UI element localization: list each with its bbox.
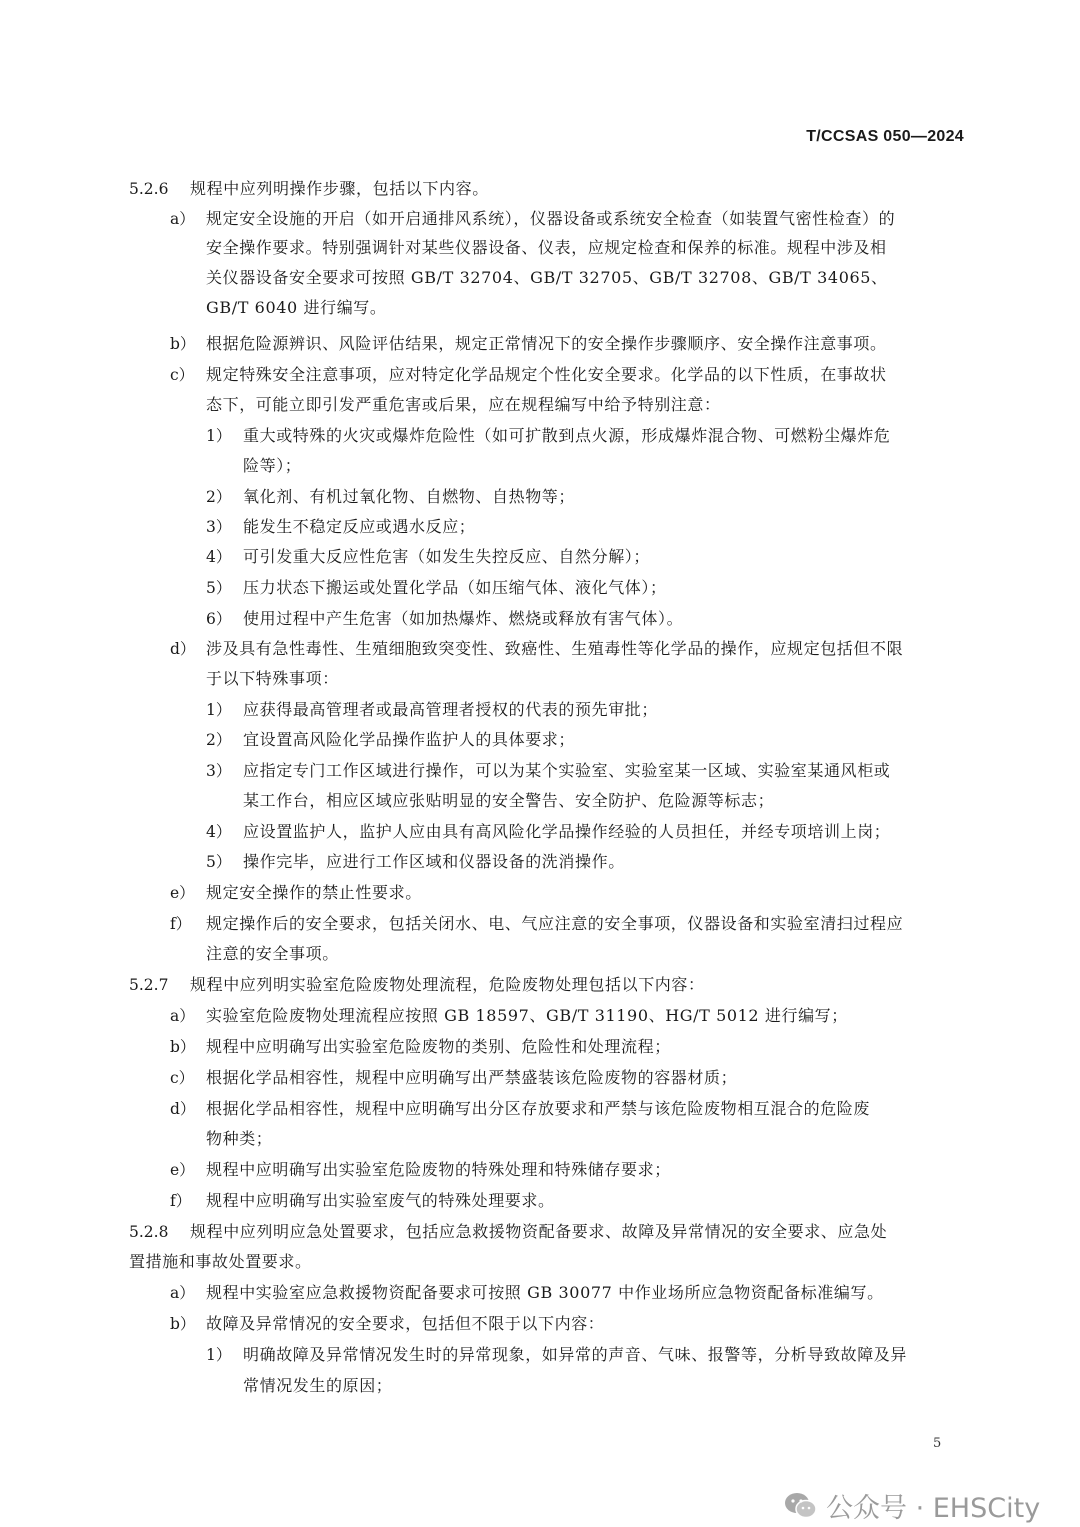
text-line: 规程中实验室应急救援物资配备要求可按照 GB 30077 中作业场所应急物资配备标准编写。 <box>206 1283 884 1302</box>
text-line: 能发生不稳定反应或遇水反应； <box>243 517 476 536</box>
text-line: 规程中应明确写出实验室废气的特殊处理要求。 <box>206 1191 555 1210</box>
item-number: 2） <box>206 731 232 749</box>
text-line: 涉及具有急性毒性、生殖细胞致突变性、致癌性、生殖毒性等化学品的操作，应规定包括但不限 <box>206 639 904 658</box>
item-number: e） <box>170 884 195 902</box>
text-line: 根据危险源辨识、风险评估结果，规定正常情况下的安全操作步骤顺序、安全操作注意事项。 <box>206 334 887 353</box>
text-line: 规程中应列明操作步骤，包括以下内容。 <box>190 179 489 198</box>
item-number: a） <box>170 210 195 228</box>
text-line: GB/T 6040 进行编写。 <box>206 298 387 317</box>
item-number: c） <box>170 1069 195 1087</box>
item-number: 5.2.6 <box>129 180 169 198</box>
text-line: 规定安全设施的开启（如开启通排风系统），仪器设备或系统安全检查（如装置气密性检查）的 <box>206 209 896 228</box>
item-number: 1） <box>206 701 232 719</box>
item-number: b） <box>170 1038 196 1056</box>
text-line: 实验室危险废物处理流程应按照 GB 18597、GB/T 31190、HG/T 5012 进行编写； <box>206 1006 848 1025</box>
text-line: 规程中应明确写出实验室危险废物的特殊处理和特殊储存要求； <box>206 1160 671 1179</box>
item-number: a） <box>170 1007 195 1025</box>
item-number: f） <box>170 915 192 933</box>
text-line: 根据化学品相容性，规程中应明确写出分区存放要求和严禁与该危险废物相互混合的危险废 <box>206 1099 871 1118</box>
item-number: 3） <box>206 518 232 536</box>
item-number: b） <box>170 1315 196 1333</box>
item-number: f） <box>170 1192 192 1210</box>
text-line: 压力状态下搬运或处置化学品（如压缩气体、液化气体）； <box>243 578 667 597</box>
item-number: c） <box>170 366 195 384</box>
item-number: e） <box>170 1161 195 1179</box>
text-line: 应设置监护人，监护人应由具有高风险化学品操作经验的人员担任，并经专项培训上岗； <box>243 822 891 841</box>
text-line: 安全操作要求。特别强调针对某些仪器设备、仪表，应规定检查和保养的标准。规程中涉及相 <box>206 238 887 257</box>
item-number: 5） <box>206 579 232 597</box>
text-line: 氧化剂、有机过氧化物、自燃物、自热物等； <box>243 487 576 506</box>
item-number: 4） <box>206 823 232 841</box>
text-line: 于以下特殊事项： <box>206 669 339 688</box>
text-line: 态下，可能立即引发严重危害或后果，应在规程编写中给予特别注意： <box>206 395 721 414</box>
watermark <box>784 1486 1040 1525</box>
document-id-header: T/CCSAS 050—2024 <box>806 128 964 145</box>
text-line: 故障及异常情况的安全要求，包括但不限于以下内容： <box>206 1314 605 1333</box>
item-number: 2） <box>206 488 232 506</box>
wechat-icon <box>784 1492 818 1520</box>
text-line: 规定安全操作的禁止性要求。 <box>206 883 422 902</box>
item-number: a） <box>170 1284 195 1302</box>
item-number: 1） <box>206 1346 232 1364</box>
text-line: 关仪器设备安全要求可按照 GB/T 32704、GB/T 32705、GB/T 32708、GB/T 34065、 <box>206 268 888 287</box>
text-line: 宜设置高风险化学品操作监护人的具体要求； <box>243 730 576 749</box>
text-line: 可引发重大反应性危害（如发生失控反应、自然分解）； <box>243 547 651 566</box>
item-number: d） <box>170 640 196 658</box>
text-line: 明确故障及异常情况发生时的异常现象，如异常的声音、气味、报警等，分析导致故障及异 <box>243 1345 908 1364</box>
item-number: b） <box>170 335 196 353</box>
item-number: 6） <box>206 610 232 628</box>
text-line: 应指定专门工作区域进行操作，可以为某个实验室、实验室某一区域、实验室某通风柜或 <box>243 761 891 780</box>
text-line: 根据化学品相容性，规程中应明确写出严禁盛装该危险废物的容器材质； <box>206 1068 738 1087</box>
text-line: 规程中应列明应急处置要求，包括应急救援物资配备要求、故障及异常情况的安全要求、应急处 <box>190 1222 888 1241</box>
text-line: 使用过程中产生危害（如加热爆炸、燃烧或释放有害气体）。 <box>243 609 684 628</box>
text-line: 险等）； <box>243 456 302 475</box>
text-line: 规定操作后的安全要求，包括关闭水、电、气应注意的安全事项，仪器设备和实验室清扫过程应 <box>206 914 904 933</box>
item-number: 3） <box>206 762 232 780</box>
text-line: 重大或特殊的火灾或爆炸危险性（如可扩散到点火源，形成爆炸混合物、可燃粉尘爆炸危 <box>243 426 891 445</box>
item-number: 5.2.8 <box>129 1223 169 1241</box>
page-number: 5 <box>933 1436 942 1451</box>
item-number: 4） <box>206 548 232 566</box>
text-line: 注意的安全事项。 <box>206 944 339 963</box>
item-number: 5） <box>206 853 232 871</box>
item-number: 5.2.7 <box>129 976 169 994</box>
text-line: 置措施和事故处置要求。 <box>129 1252 312 1271</box>
text-line: 规程中应明确写出实验室危险废物的类别、危险性和处理流程； <box>206 1037 671 1056</box>
text-line: 规定特殊安全注意事项，应对特定化学品规定个性化安全要求。化学品的以下性质，在事故状 <box>206 365 887 384</box>
item-number: 1） <box>206 427 232 445</box>
text-line: 操作完毕，应进行工作区域和仪器设备的洗消操作。 <box>243 852 625 871</box>
text-line: 某工作台，相应区域应张贴明显的安全警告、安全防护、危险源等标志； <box>243 791 775 810</box>
text-line: 常情况发生的原因； <box>243 1376 393 1395</box>
text-line: 物种类； <box>206 1129 273 1148</box>
text-line: 规程中应列明实验室危险废物处理流程，危险废物处理包括以下内容： <box>190 975 705 994</box>
item-number: d） <box>170 1100 196 1118</box>
watermark-text: 公众号 · EHSCity <box>826 1493 1041 1524</box>
text-line: 应获得最高管理者或最高管理者授权的代表的预先审批； <box>243 700 659 719</box>
